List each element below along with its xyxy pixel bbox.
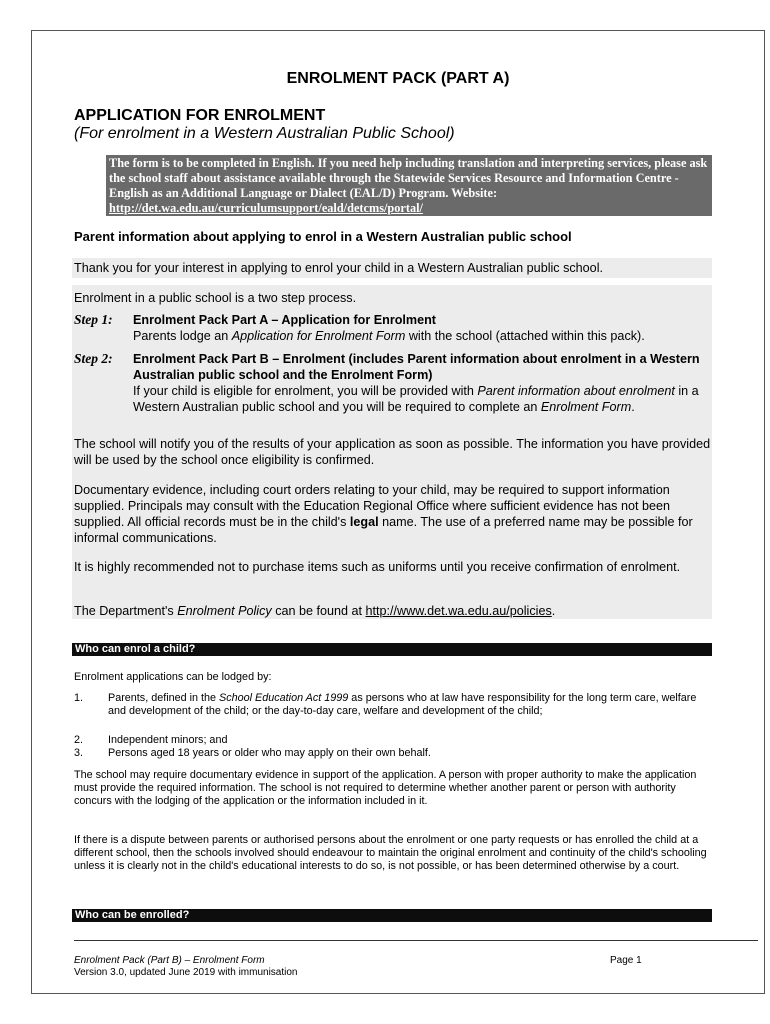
language-notice [106,155,712,216]
page-number: Page 1 [610,955,642,966]
list-item: Independent minors; and [108,734,228,746]
notify-text: The school will notify you of the results of your application as soon as possible. The information you have provided will be used by the school once eligibility is confirmed. [74,437,711,467]
who-enrol-para2: If there is a dispute between parents or authorised persons about the enrolment or one party requests or has enrolled the child at a different school, then the schools involved should endeavour to maintain the original enrolment and continuity of the child's schooling unless it is clearly not in the child's educational interests to do so, is not possible, or has been determined otherwise by a court. [74,834,707,872]
footer-rule [74,940,758,941]
who-can-be-enrolled-bar: Who can be enrolled? [72,909,712,922]
footer-info [74,955,297,979]
list-number: 3. [74,747,84,759]
list-number: 1. [74,692,84,704]
step1-text: Parents lodge an Application for Enrolment Form with the school (attached within this pack). [133,329,645,343]
footer-form-name: Enrolment Pack (Part B) – Enrolment Form [74,955,265,966]
step2-title: Enrolment Pack Part B – Enrolment (includes Parent information about enrolment in a Western Australian public school and the Enrolment Form) [133,352,700,382]
who-enrol-para1: The school may require documentary evidence in support of the application. A person with proper authority to make the application must provide the required information. The school is not required to determine whether another parent or person with authority concurs with the lodging of the application or the information included in it. [74,769,697,807]
intro-text: Thank you for your interest in applying to enrol your child in a Western Australian public school. [74,261,603,275]
step1-body [133,312,715,344]
eald-link[interactable]: http://det.wa.edu.au/curriculumsupport/eald/detcms/portal/ [109,201,423,215]
step2-text: If your child is eligible for enrolment, you will be provided with Parent information about enrolment in a Western Australian public school and you will be required to complete an Enrolment Form. [133,384,699,414]
who-enrol-lead: Enrolment applications can be lodged by: [74,671,272,683]
document-title: ENROLMENT PACK (PART A) [286,70,510,87]
section-title: Parent information about applying to enrol in a Western Australian public school [74,229,572,244]
uniforms-text: It is highly recommended not to purchase items such as uniforms until you receive confirmation of enrolment. [74,560,681,574]
policy-link[interactable]: http://www.det.wa.edu.au/policies [365,604,552,618]
policy-text: The Department's Enrolment Policy can be found at http://www.det.wa.edu.au/policies. [74,604,556,618]
notice-text: The form is to be completed in English. If you need help including translation and interpreting services, please ask the school staff about assistance available through the Statewide Services Resource and Information Centre - English as an Additional Language or Dialect (EAL/D) Program. Website: [109,156,708,200]
step1-title: Enrolment Pack Part A – Application for Enrolment [133,313,436,327]
footer-version: Version 3.0, updated June 2019 with immunisation [74,967,298,978]
evidence-text: Documentary evidence, including court orders relating to your child, may be required to support information supplied. Principals may consult with the Education Regional Office where sufficient evidence has not been supplied. All official records must be in the child's legal name. The use of a preferred name may be possible for informal communications. [74,483,693,545]
form-heading: APPLICATION FOR ENROLMENT [74,107,326,124]
two-step-text: Enrolment in a public school is a two step process. [74,291,357,305]
list-number: 2. [74,734,84,746]
list-item: Persons aged 18 years or older who may apply on their own behalf. [108,747,431,759]
step2-label: Step 2: [74,351,113,366]
step2-body [133,351,715,415]
who-can-enrol-bar: Who can enrol a child? [72,643,712,656]
step1-label: Step 1: [74,312,113,327]
list-item: Parents, defined in the School Education Act 1999 as persons who at law have responsibility for the long term care, welfare and development of the child; or the day-to-day care, welfare and development of the child; [108,692,697,717]
form-subheading: (For enrolment in a Western Australian Public School) [74,125,455,142]
